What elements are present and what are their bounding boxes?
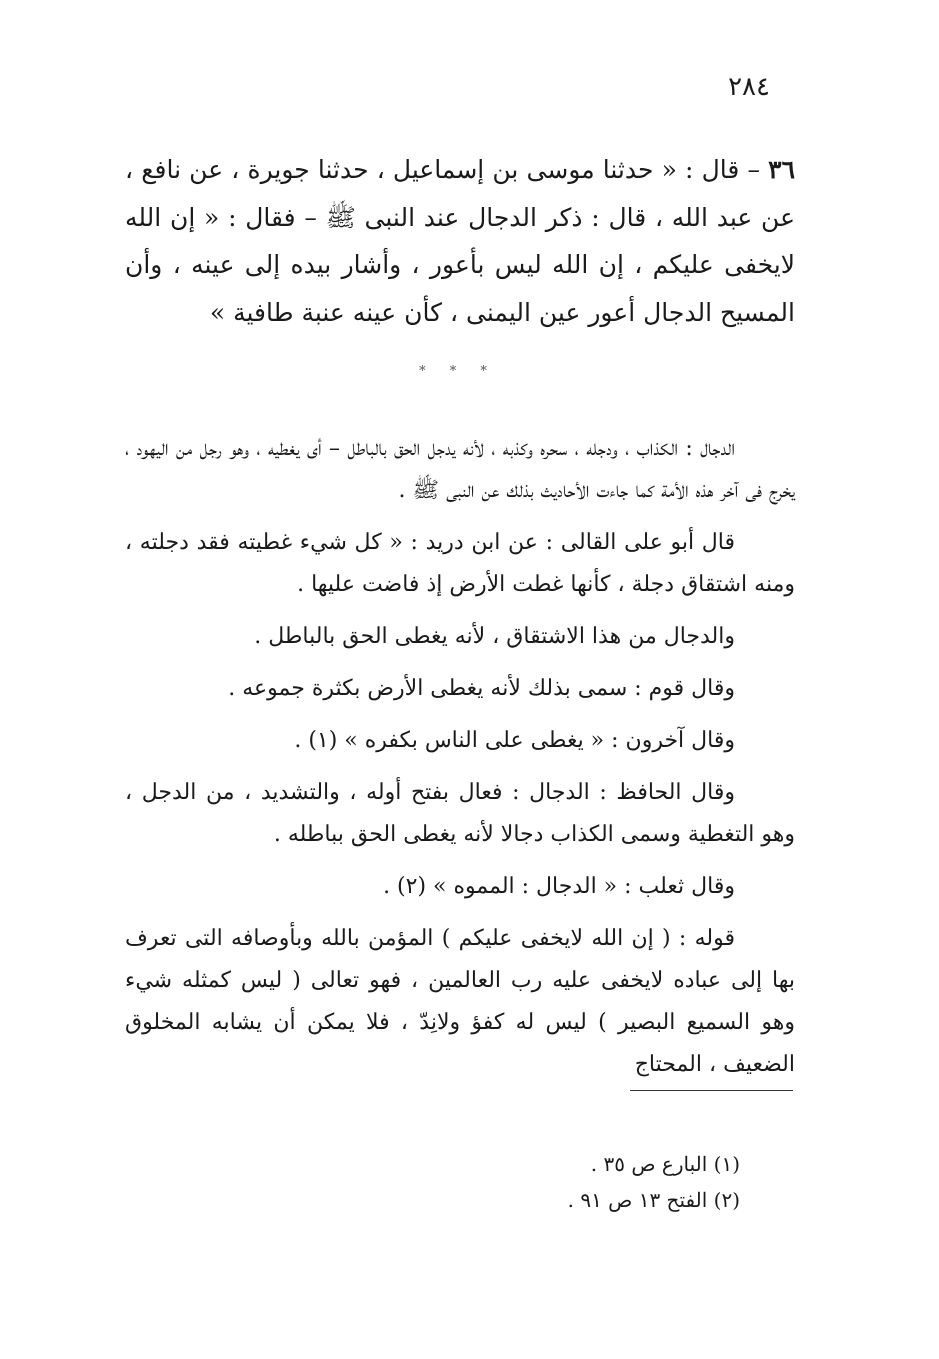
commentary-paragraph: قال أبو على القالى : عن ابن دريد : « كل شيء غطيته فقد دجلته ، ومنه اشتقاق دجلة ، كأنها غطت الأرض إذ فاضت عليها . [125, 530, 795, 597]
commentary-paragraph: وقال قوم : سمى بذلك لأنه يغطى الأرض بكثرة جموعه . [228, 676, 735, 701]
commentary-paragraph: قوله : ( إن الله لايخفى عليكم ) المؤمن بالله وبأوصافه التى تعرف بها إلى عباده لايخفى عليه رب العالمين ، فهو تعالى ( ليس كمثله شيء وهو السميع البصير ) ليس له كفؤ ولانِدّ ، فلا يمكن أن يشابه المخلوق الضعيف ، المحتاج [125, 926, 795, 1077]
footnote-divider [630, 1090, 793, 1091]
commentary-paragraph: الدجال : الكذاب ، ودجله ، سحره وكذبه ، لأنه يدجل الحق بالباطل – أى يغطيه ، وهو رجل من اليهود ، يخرج فى آخر هذه الأمة كما جاءت الأحاديث بذلك عن النبى ﷺ . [125, 436, 795, 503]
section-separator: * * * [419, 364, 497, 379]
hadith-text: قال : « حدثنا موسى بن إسماعيل ، حدثنا جويرة ، عن نافع ، عن عبد الله ، قال : ذكر الدجال عند النبى ﷺ – فقال : « إن الله لايخفى عليكم ، إن الله ليس بأعور ، وأشار بيده إلى عينه ، وأن المسيح الدجال أعور عين اليمنى ، كأن عينه عنبة طافية » [125, 155, 795, 327]
commentary-paragraph: وقال آخرون : « يغطى على الناس بكفره » (١) . [294, 728, 735, 753]
footnote-1: (١) البارع ص ٣٥ . [590, 1152, 740, 1176]
footnote-2: (٢) الفتح ١٣ ص ٩١ . [567, 1188, 740, 1212]
footnotes [400, 1146, 740, 1218]
hadith-number: ٣٦ [768, 155, 795, 184]
commentary-paragraph: وقال الحافظ : الدجال : فعال بفتح أوله ، والتشديد ، من الدجل ، وهو التغطية وسمى الكذاب دجالا لأنه يغطى الحق بباطله . [125, 780, 795, 847]
commentary-paragraph: وقال ثعلب : « الدجال : المموه » (٢) . [383, 874, 735, 899]
page-number: ٢٨٤ [728, 72, 770, 102]
hadith-block [125, 146, 795, 336]
commentary-block [125, 428, 795, 1096]
commentary-paragraph: والدجال من هذا الاشتقاق ، لأنه يغطى الحق بالباطل . [254, 624, 735, 649]
hadith-dash: – [739, 155, 769, 184]
